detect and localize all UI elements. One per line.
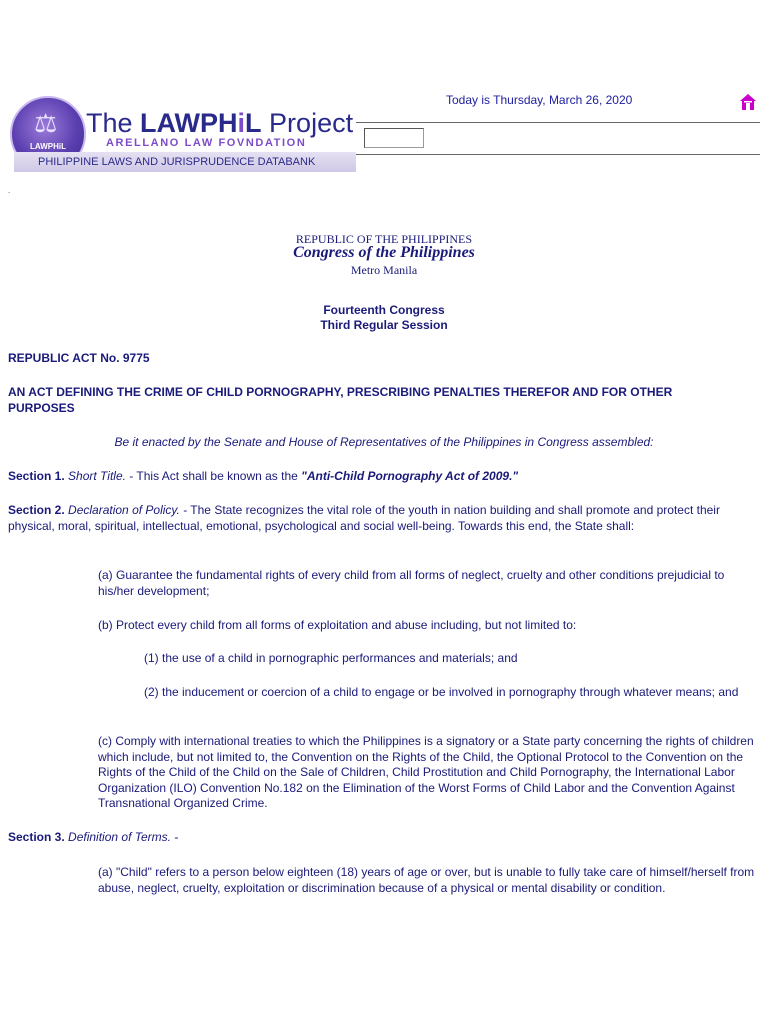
section-1 bbox=[8, 469, 760, 485]
section-2-item-b1: (1) the use of a child in pornographic performances and materials; and bbox=[144, 651, 518, 665]
section-3-dash: - bbox=[170, 830, 179, 844]
congress-heading: Congress of the Philippines bbox=[293, 244, 475, 261]
logo-band bbox=[14, 152, 356, 172]
section-2-item-b2: (2) the inducement or coercion of a child to engage or be involved in pornography through whatever means; and bbox=[144, 685, 739, 699]
logo-title-i: i bbox=[237, 108, 246, 138]
section-1-label: Section 1. bbox=[8, 469, 65, 483]
act-title-line2: PURPOSES bbox=[8, 400, 75, 415]
today-date: Today is Thursday, March 26, 2020 bbox=[446, 93, 633, 107]
emblem-text: LAWPHiL bbox=[30, 142, 66, 151]
section-2-item-a: (a) Guarantee the fundamental rights of every child from all forms of neglect, cruelty and other conditions prejudicial to his/her development; bbox=[98, 568, 725, 598]
session-heading: Third Regular Session bbox=[320, 318, 448, 332]
logo-band-text: PHILIPPINE LAWS AND JURISPRUDENCE DATABANK bbox=[38, 156, 316, 168]
section-1-heading: Short Title. bbox=[68, 469, 126, 483]
section-3-item-a: (a) "Child" refers to a person below eighteen (18) years of age or over, but is unable to fully take care of himself/herself from abuse, neglect, cruelty, exploitation or discrimination because of a physical or mental disability or condition. bbox=[98, 865, 755, 895]
republic-heading: REPUBLIC OF THE PHILIPPINES bbox=[295, 232, 473, 246]
section-3 bbox=[8, 830, 760, 846]
scales-of-justice-icon: ⚖ bbox=[34, 108, 58, 138]
search-input[interactable] bbox=[364, 128, 424, 148]
metro-heading: Metro Manila bbox=[350, 263, 418, 277]
section-2-item-c: (c) Comply with international treaties to which the Philippines is a signatory or a State party concerning the rights of children which include, but not limited to, the Convention on the Rights of the Child, the Optional Protocol to the Convention on the Rights of the Child of the Child on the Sale of Children, Child Prostitution and Child Pornography, the International Labor Organization (ILO) Convention No.182 on the Elimination of the Worst Forms of Child Labor and the Convention Against Transnational Organized Crime. bbox=[98, 734, 754, 810]
congress-number: Fourteenth Congress bbox=[323, 303, 445, 317]
logo-title-post: Project bbox=[261, 108, 354, 138]
section-1-text: - This Act shall be known as the bbox=[125, 469, 302, 483]
separator-dot: . bbox=[8, 186, 11, 195]
act-title bbox=[8, 385, 760, 416]
enacting-clause: Be it enacted by the Senate and House of Representatives of the Philippines in Congress assembled: bbox=[114, 435, 654, 449]
act-number: REPUBLIC ACT No. 9775 bbox=[8, 351, 150, 365]
logo-title-bold2: L bbox=[245, 108, 262, 138]
logo-title bbox=[86, 108, 353, 139]
header-rule-top bbox=[356, 122, 760, 123]
logo-title-bold: LAWPH bbox=[140, 108, 238, 138]
section-3-heading: Definition of Terms. bbox=[68, 830, 171, 844]
section-2-item-b: (b) Protect every child from all forms of exploitation and abuse including, but not limited to: bbox=[98, 618, 577, 632]
act-title-line1: AN ACT DEFINING THE CRIME OF CHILD PORNOGRAPHY, PRESCRIBING PENALTIES THEREFOR AND FOR OTHER bbox=[8, 385, 673, 399]
section-2-heading: Declaration of Policy. bbox=[68, 503, 180, 517]
section-1-act-name: "Anti-Child Pornography Act of 2009." bbox=[301, 469, 519, 483]
header-rule-bottom bbox=[356, 154, 760, 155]
section-2 bbox=[8, 503, 760, 534]
lawphil-logo[interactable] bbox=[8, 96, 356, 174]
logo-title-pre: The bbox=[86, 108, 141, 138]
section-2-text: - The State recognizes the vital role of the youth in nation building and shall promote and protect their physical, moral, spiritual, intellectual, emotional, psychological and social well-being. Towards this end, the State shall: bbox=[8, 503, 720, 533]
section-3-label: Section 3. bbox=[8, 830, 65, 844]
section-2-label: Section 2. bbox=[8, 503, 65, 517]
logo-subtitle: ARELLANO LAW FOVNDATION bbox=[106, 137, 307, 149]
home-icon[interactable] bbox=[738, 92, 758, 112]
